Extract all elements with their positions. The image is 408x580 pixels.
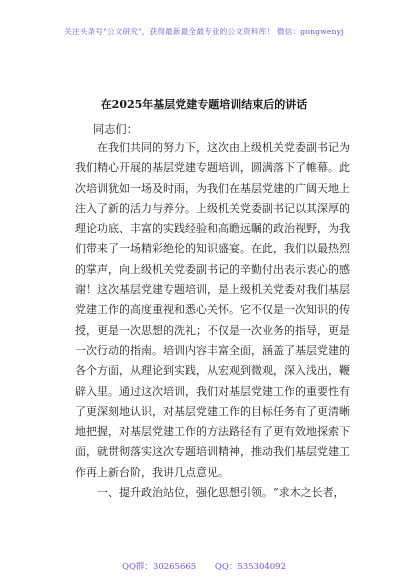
body-paragraph: 在我们共同的努力下，这次由上级机关党委副书记为我们精心开展的基层党建专题培训，圆满落下了帷幕。此次培训犹如一场及时雨，为我们在基层党建的广阔天地上注入了新的活力与养分。上级机关党委副书记以其深厚的理论功底、丰富的实践经验和高瞻远瞩的政治视野，为我们带来了一场精彩绝伦的知识盛宴。在此，我们以最热烈的掌声，向上级机关党委副书记的辛勤付出表示衷心的感谢！这次基层党建专题培训，是上级机关党委对我们基层党建工作的高度重视和悉心关怀。它不仅是一次知识的传授，更是一次思想的洗礼；不仅是一次业务的指导，更是一次行动的指南。培训内容丰富全面，涵盖了基层党建的各个方面，从理论到实践，从宏观到微观，深入浅出，鞭辟入里。通过这次培训，我们对基层党建工作的重要性有了更深刻地认识，对基层党建工作的目标任务有了更清晰地把握，对基层党建工作的方法路径有了更有效地探索下面，就贯彻落实这次专题培训精神，推动我们基层党建工作再上新台阶，我讲几点意见。: [75, 141, 350, 479]
salutation: 同志们：: [93, 123, 138, 136]
footer-qq-group: QQ群：30265665: [121, 562, 197, 572]
document-title: 在2025年基层党建专题培训结束后的讲话: [100, 98, 308, 111]
document-body: [75, 138, 350, 503]
footer-qq: QQ：535304092: [214, 562, 286, 572]
body-paragraph: 一、提升政治站位，强化思想引领。“求木之长者，: [97, 486, 345, 500]
footer-contact: [0, 560, 408, 572]
header-banner: 关注头条号"公文研究"，获得最新最全最专业的公文资料库！ 微信：gongwenyj: [64, 27, 344, 36]
